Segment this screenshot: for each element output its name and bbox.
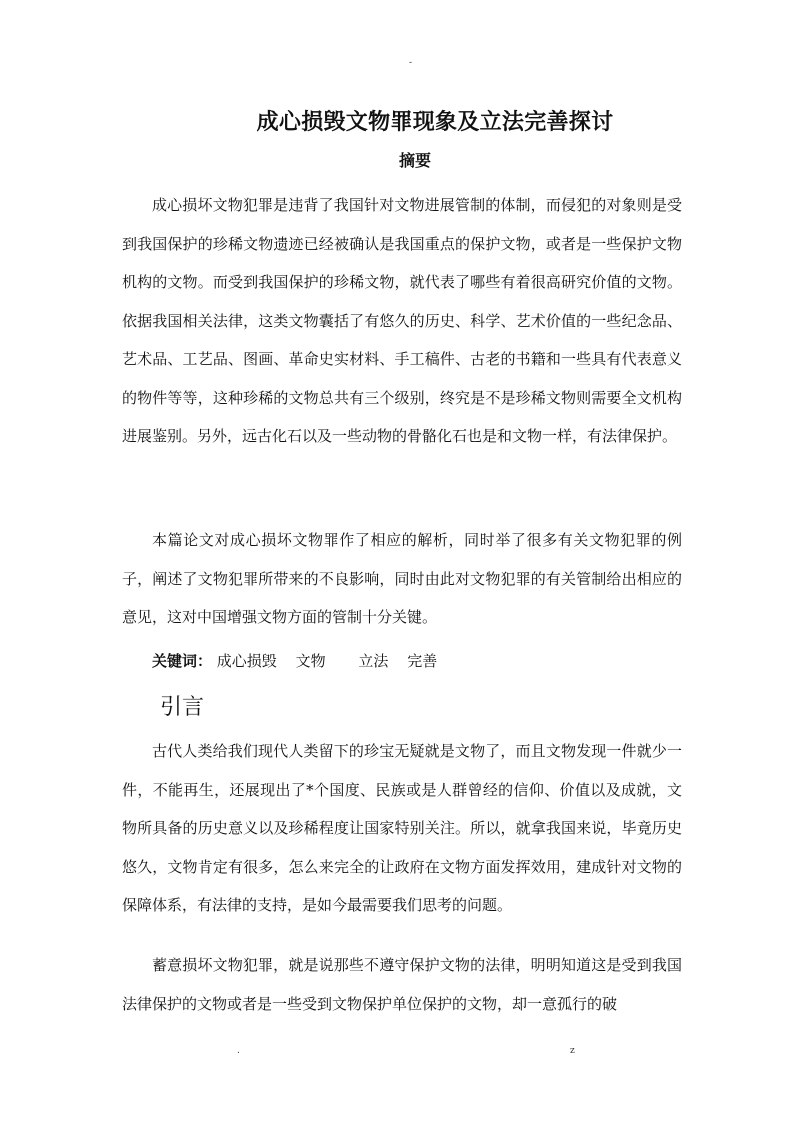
keyword-2: 文物 [295, 652, 326, 670]
keyword-3: 立法 [358, 652, 389, 670]
abstract-paragraph-2: 本篇论文对成心损坏文物罪作了相应的解析，同时举了很多有关文物犯罪的例子，阐述了文物犯罪所带来的不良影响，同时由此对文物犯罪的有关管制给出相应的意见，这对中国增强文物方面的管制十分关键。 [122, 531, 682, 626]
keyword-4: 完善 [407, 652, 438, 670]
keyword-1: 成心损毁 [216, 652, 277, 670]
introduction-heading: 引言 [160, 695, 205, 720]
abstract-heading: 摘要 [398, 151, 431, 170]
keywords-label: 关键词： [152, 652, 213, 670]
introduction-paragraph-1: 古代人类给我们现代人类留下的珍宝无疑就是文物了，而且文物发现一件就少一件，不能再生，还展现出了*个国度、民族或是人群曾经的信仰、价值以及成就，文物所具备的历史意义以及珍稀程度让国家特别关注。所以，就拿我国来说，毕竟历史悠久，文物肯定有很多，怎么来完全的让政府在文物方面发挥效用，建成针对文物的保障体系，有法律的支持，是如今最需要我们思考的问题。 [122, 742, 682, 914]
footer-right-mark: z [570, 1046, 575, 1056]
introduction-paragraph-2: 蓄意损坏文物犯罪，就是说那些不遵守保护文物的法律，明明知道这是受到我国法律保护的文物或者是一些受到文物保护单位保护的文物，却一意孤行的破 [122, 956, 682, 1013]
abstract-paragraph-1: 成心损坏文物犯罪是违背了我国针对文物进展管制的体制，而侵犯的对象则是受到我国保护的珍稀文物遗迹已经被确认是我国重点的保护文物，或者是一些保护文物机构的文物。而受到我国保护的珍稀文物，就代表了哪些有着很高研究价值的文物。依据我国相关法律，这类文物囊括了有悠久的历史、科学、艺术价值的一些纪念品、艺术品、工艺品、图画、革命史实材料、手工稿件、古老的书籍和一些具有代表意义的物件等等，这种珍稀的文物总共有三个级别，终究是不是珍稀文物则需要全文机构进展鉴别。另外，远古化石以及一些动物的骨骼化石也是和文物一样，有法律保护。 [122, 196, 682, 445]
document-title: 成心损毁文物罪现象及立法完善探讨 [256, 109, 614, 135]
page-top-mark: - [409, 58, 413, 68]
footer-left-mark: . [237, 1046, 240, 1056]
keywords-line [152, 650, 451, 671]
